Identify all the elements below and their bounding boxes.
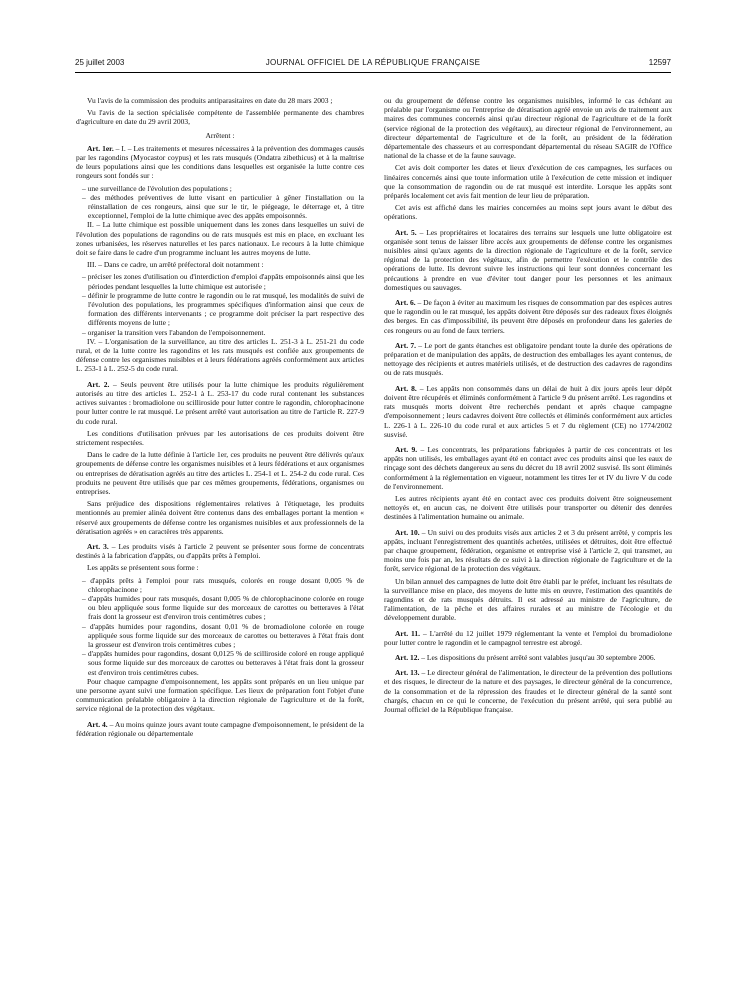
article-12: Art. 12. – Les dispositions du présent arrêté sont valables jusqu'au 30 septembre 2006. xyxy=(395,652,656,662)
paragraph: Pour chaque campagne d'empoisonnement, les appâts sont préparés en un lieu unique par une personne ayant suivi une formation spécifique. Les lieux de préparation font l'objet d'une communication préalable obligatoire à la direction régionale de l'agriculture et de la forêt, service régional de la protection des végétaux. xyxy=(76,676,364,714)
paragraph: Les autres récipients ayant été en contact avec ces produits doivent être soigneusement nettoyés et, en aucun cas, ne doivent être utilisés pour transporter ou détenir des denrées destinées à l'alimentation humaine ou animale. xyxy=(384,493,672,522)
list-item: – des méthodes préventives de lutte visant en particulier à gêner l'installation ou la réinstallation de ces rongeurs, ainsi que sur le tir, le piégeage, le déterrage et, à titre exceptionnel, l'emploi de la lutte chimique avec des appâts empoisonnés. xyxy=(82,192,364,221)
article-11: Art. 11. – L'arrêté du 12 juillet 1979 réglementant la vente et l'emploi du bromadiolone pour lutter contre le ragondin et le campagnol terrestre est abrogé. xyxy=(384,628,672,647)
list-item: – d'appâts humides pour rats musqués, dosant 0,005 % de chlorophacinone colorée en rouge ou bleu appliquée sous forme liquide sur des morceaux de carottes ou betteraves à l'état frais dont la grosseur est d'environ trois centimètres cubes ; xyxy=(82,593,364,622)
article-9: Art. 9. – Les concentrats, les préparations fabriquées à partir de ces concentrats et les appâts non utilisés, les emballages ayant été en contact avec ces produits ainsi que les eaux de rinçage sont des déchets dangereux au sens du décret du 18 avril 2002 susvisé. Ils sont éliminés conformément à la réglementation en vigueur, notamment les titres Ier et IV du livre V du code de l'environnement. xyxy=(384,444,672,491)
page-number: 12597 xyxy=(648,58,671,67)
article-label: Art. 10. xyxy=(395,527,420,537)
left-column xyxy=(76,96,364,741)
paragraph: Cet avis est affiché dans les mairies concernées au moins sept jours avant le début des opérations. xyxy=(384,203,672,222)
article-4: Art. 4. – Au moins quinze jours avant toute campagne d'empoisonnement, le président de la fédération régionale ou départementale xyxy=(76,719,364,738)
paragraph: Sans préjudice des dispositions réglementaires relatives à l'étiquetage, les produits mentionnés au premier alinéa doivent être contenus dans des emballages portant la mention « réservé aux groupements de défense contre les organismes nuisibles et aux professionnels de la dératisation agréés » en caractères très apparents. xyxy=(76,499,364,536)
paragraph: Vu l'avis de la commission des produits antiparasitaires en date du 28 mars 2003 ; xyxy=(87,96,333,105)
list-item: – organiser la transition vers l'abandon de l'empoisonnement. xyxy=(82,327,266,337)
article-label: Art. 2. xyxy=(87,379,110,389)
paragraph: Cet avis doit comporter les dates et lieux d'exécution de ces campagnes, les surfaces ou linéaires concernés ainsi que toute information utile à l'exécution de cette mission et indiquer que la consommation de ragondin ou de rat musqué est interdite. Lorsque les appâts sont préparés localement cet avis fait mention de leur lieu de préparation. xyxy=(384,163,672,201)
article-3: Art. 3. – Les produits visés à l'article 2 peuvent se présenter sous forme de concentrats destinés à la fabrication d'appâts, ou d'appâts prêts à l'emploi. xyxy=(76,541,365,561)
article-10: Art. 10. – Un suivi ou des produits visés aux articles 2 et 3 du présent arrêté, y compris les appâts, incluant l'enregistrement des quantités achetées, utilisées et détruites, doit être effectué par chaque groupement, fédération, organisme et entreprise visé à l'article 2, qui transmet, au moins une fois par an, les résultats de ce suivi à la direction régionale de l'agriculture et de la forêt, service régional de la protection des végétaux. xyxy=(384,527,672,574)
article-label: Art. 1er. xyxy=(87,143,114,153)
article-1: Art. 1er. – I. – Les traitements et mesures nécessaires à la prévention des dommages causés par les ragondins (Myocastor coypus) et les rats musqués (Ondatra zibethicus) et à la maîtrise de leurs populations ainsi que les conditions dans lesquelles est organisée la lutte contre ces rongeurs sont fondés sur : xyxy=(76,143,365,181)
paragraph: ou du groupement de défense contre les organismes nuisibles, informé le cas échéant au préalable par l'organisme ou l'entreprise de dératisation agréé envoie un avis de traitement aux maires des communes concernés ainsi qu'au directeur régional de l'agriculture et de la forêt (service régional de la protection des végétaux), au directeur régional de l'environnement, au directeur départemental de l'agriculture et de la forêt, au président de la fédération départementale des chasseurs et au correspondant départemental du réseau SAGIR de l'Office national de la chasse et de la faune sauvage. xyxy=(384,96,672,161)
article-2: Art. 2. – Seuls peuvent être utilisés pour la lutte chimique les produits régulièrement autorisés au titre des articles L. 252-1 à L. 253-17 du code rural contenant les substances actives suivantes : bromadiolone ou scilliroside pour lutter contre le ragondin, chlorophacinone pour lutter contre le rat musqué. Le présent arrêté vaut autorisation au titre de l'article R. 227-9 du code rural. xyxy=(76,379,364,426)
list-item: – d'appâts humides pour ragondins, dosant 0,0125 % de scilliroside coloré en rouge appliqué sous forme liquide sur des morceaux de carottes ou betteraves à l'état frais dont la grosseur est d'environ trois centimètres cubes. xyxy=(82,649,364,677)
article-label: Art. 8. xyxy=(395,383,417,393)
paragraph: Dans le cadre de la lutte définie à l'article 1er, ces produits ne peuvent être délivrés qu'aux groupements de défense contre les organismes nuisibles et à leurs fédérations et aux organismes ou entreprises de dératisation agréés au titre des articles L. 254-1 et L. 254-2 du code rural. Ces produits ne peuvent être utilisés que par ces mêmes groupements, fédérations, organismes ou entreprises. xyxy=(76,450,364,496)
paragraph: III. – Dans ce cadre, un arrêté préfectoral doit notamment : xyxy=(87,260,264,270)
article-label: Art. 7. xyxy=(395,340,416,350)
article-13: Art. 13. – Le directeur général de l'alimentation, le directeur de la prévention des pollutions et des risques, le directeur de la nature et des paysages, le directeur général de la concurrence, de la consommation et de la répression des fraudes et le directeur général de la santé sont chargés, chacun en ce qui le concerne, de l'exécution du présent arrêté, qui sera publié au Journal officiel de la République française. xyxy=(384,668,672,714)
list-item: – d'appâts humides pour ragondins, dosant 0,01 % de bromadiolone colorée en rouge appliquée sous forme liquide sur des morceaux de carottes ou betteraves à l'état frais dont la grosseur est d'environ trois centimètres cubes ; xyxy=(82,621,364,649)
article-label: Art. 11. xyxy=(395,628,421,638)
paragraph: II. – La lutte chimique est possible uniquement dans les zones dans lesquelles un suivi de l'évolution des populations de ragondins ou de rats musqués est mis en place, en excluant les zones urbanisées, les réserves naturelles et les parcs nationaux. Le recours à la lutte chimique doit se faire dans le cadre d'un programme incluant les autres moyens de lutte. xyxy=(76,220,364,258)
article-6: Art. 6. – De façon à éviter au maximum les risques de consommation par des espèces autres que le ragondin ou le rat musqué, les appâts doivent être déposés sur des radeaux fixes éloignés des berges. En cas d'impossibilité, ils peuvent être déposés en profondeur dans les galeries de ces rongeurs ou au fond de faux terriers. xyxy=(384,298,672,335)
list-item: – une surveillance de l'évolution des populations ; xyxy=(82,183,232,193)
paragraph: Vu l'avis de la section spécialisée compétente de l'assemblée permanente des chambres d'agriculture en date du 29 avril 2003, xyxy=(76,108,364,127)
article-label: Art. 5. xyxy=(395,227,417,237)
article-label: Art. 13. xyxy=(395,668,420,678)
article-label: Art. 4. xyxy=(87,719,108,729)
article-label: Art. 12. xyxy=(395,652,420,662)
article-label: Art. 9. xyxy=(395,444,418,454)
page-header xyxy=(75,58,671,72)
article-8: Art. 8. – Les appâts non consommés dans un délai de huit à dix jours après leur dépôt doivent être récupérés et éliminés conformément à l'article 9 du présent arrêté. Les ragondins et rats musqués morts doivent être recherchés pendant et après chaque campagne d'empoisonnement ; leurs cadavres doivent être collectés et éliminés conformément aux articles L. 226-1 à L. 226-10 du code rural et aux articles 5 et 7 du règlement (CE) no 1774/2002 susvisé. xyxy=(384,383,673,439)
paragraph: Les conditions d'utilisation prévues par les autorisations de ces produits doivent être strictement respectées. xyxy=(76,428,364,447)
header-rule xyxy=(75,72,671,73)
article-5: Art. 5. – Les propriétaires et locataires des terrains sur lesquels une lutte obligatoire est organisée sont tenus de laisser libre accès aux groupements de défense contre les organismes nuisibles ainsi qu'aux agents de la direction régionale de l'agriculture et de la forêt, service régional de la protection des végétaux, afin de permettre l'exécution et le contrôle des opérations de lutte. Ils devront suivre les instructions qui leur sont données concernant les précautions à prendre en vue d'éviter tout danger pour les personnes et les animaux domestiques ou sauvages. xyxy=(384,227,673,292)
list-item: – préciser les zones d'utilisation ou d'interdiction d'emploi d'appâts empoisonnés ainsi que les périodes pendant lesquelles la lutte chimique est autorisée ; xyxy=(82,272,364,291)
paragraph: Les appâts se présentent sous forme : xyxy=(87,563,199,573)
arrete-heading: Arrêtent : xyxy=(205,130,235,140)
article-label: Art. 6. xyxy=(395,298,416,308)
paragraph: IV. – L'organisation de la surveillance, au titre des articles L. 251-3 à L. 251-21 du code rural, et de la lutte contre les ragondins et les rats musqués est confiée aux groupements de défense contre les organismes nuisibles et à leurs fédérations agréés conformément aux articles L. 253-1 à L. 252-5 du code rural. xyxy=(76,336,364,374)
paragraph: Un bilan annuel des campagnes de lutte doit être établi par le préfet, incluant les résultats de la surveillance mise en place, des moyens de lutte mis en œuvre, l'estimation des quantités de ragondins et de rats musqués détruits. Il est adressé au ministre de l'agriculture, de l'alimentation, de la pêche et des affaires rurales et au ministre de l'écologie et du développement durable. xyxy=(384,576,672,623)
article-7: Art. 7. – Le port de gants étanches est obligatoire pendant toute la durée des opérations de préparation et de manipulation des appâts, de destruction des emballages les ayant contenus, de nettoyage des récipients et autres matériels utilisés, et de destruction des cadavres de ragondins ou de rats musqués. xyxy=(384,340,672,378)
article-label: Art. 3. xyxy=(87,541,109,551)
right-column xyxy=(384,96,672,717)
list-item: – d'appâts prêts à l'emploi pour rats musqués, colorés en rouge dosant 0,005 % de chlorophacinone ; xyxy=(82,575,364,594)
list-item: – définir le programme de lutte contre le ragondin ou le rat musqué, les modalités de suivi de l'évolution des populations, les programmes spécifiques d'information ainsi que ceux de formation des différents intervenants ; ce programme doit préciser la part respective des différents moyens de lutte ; xyxy=(82,290,364,328)
issue-date: 25 juillet 2003 xyxy=(75,58,125,67)
journal-title: JOURNAL OFFICIEL DE LA RÉPUBLIQUE FRANÇAISE xyxy=(265,58,481,67)
